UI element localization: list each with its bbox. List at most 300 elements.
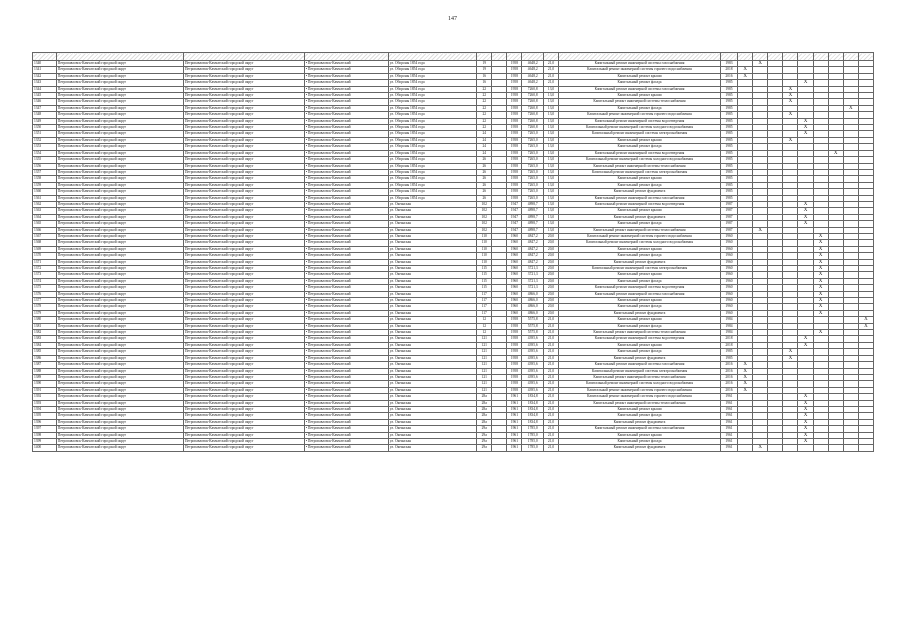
- last-repair-year-cell: 1960: [720, 310, 737, 316]
- period-mark-cell: X: [813, 233, 828, 239]
- municipality-cell: Петропавловск-Камчатский городской округ: [56, 330, 183, 336]
- row-number: 1359: [33, 182, 57, 188]
- settlement-cell: • Петропавловск-Камчатский: [304, 233, 388, 239]
- area-cell: 7265,0: [522, 131, 544, 137]
- area-cell: 3721,3: [522, 266, 544, 272]
- area-cell: 4648,2: [522, 61, 544, 67]
- period-mark-cell: X: [798, 432, 813, 438]
- last-repair-year-cell: 1987: [720, 208, 737, 214]
- row-number: 1379: [33, 310, 57, 316]
- municipality-cell: Петропавловск-Камчатский городской округ: [56, 432, 183, 438]
- area-cell: 1785,0: [522, 445, 544, 451]
- street-cell: ул. Океанская: [388, 298, 476, 304]
- build-year-cell: 1960: [507, 233, 522, 239]
- work-type-cell: Капитальный ремонт инженерной системы горячего водоснабжения: [559, 67, 721, 73]
- settlement-cell: • Петропавловск-Камчатский: [304, 426, 388, 432]
- municipality-cell: Петропавловск-Камчатский городской округ: [56, 394, 183, 400]
- work-type-cell: Капитальный ремонт инженерной системы теплоснабжения: [559, 374, 721, 380]
- municipality-cell: Петропавловск-Камчатский городской округ: [183, 387, 304, 393]
- municipality-cell: Петропавловск-Камчатский городской округ: [56, 291, 183, 297]
- settlement-cell: • Петропавловск-Камчатский: [304, 176, 388, 182]
- period-mark-cell: X: [783, 112, 798, 118]
- settlement-cell: • Петропавловск-Камчатский: [304, 413, 388, 419]
- last-repair-year-cell: 1985: [720, 131, 737, 137]
- row-number: 1397: [33, 426, 57, 432]
- last-repair-year-cell: 1960: [720, 246, 737, 252]
- row-number: 1399: [33, 438, 57, 444]
- last-repair-year-cell: 1985: [720, 169, 737, 175]
- house-number-cell: 121: [477, 387, 492, 393]
- last-repair-year-cell: 1985: [720, 118, 737, 124]
- build-year-cell: 1947: [507, 221, 522, 227]
- period-mark-cell: [828, 445, 843, 451]
- row-number: 1342: [33, 73, 57, 79]
- period-mark-cell: X: [813, 246, 828, 252]
- settlement-cell: • Петропавловск-Камчатский: [304, 73, 388, 79]
- street-cell: ул. Океанская: [388, 394, 476, 400]
- rate-cell: 13,0: [544, 182, 559, 188]
- area-cell: 4395,6: [522, 349, 544, 355]
- period-mark-cell: X: [813, 310, 828, 316]
- last-repair-year-cell: 1961: [720, 413, 737, 419]
- settlement-cell: • Петропавловск-Камчатский: [304, 195, 388, 201]
- house-number-cell: 28a: [477, 419, 492, 425]
- street-cell: ул. Обороны 1854 года: [388, 169, 476, 175]
- header-cell: [477, 53, 492, 61]
- settlement-cell: • Петропавловск-Камчатский: [304, 272, 388, 278]
- period-mark-cell: X: [858, 317, 873, 323]
- street-cell: ул. Обороны 1854 года: [388, 144, 476, 150]
- house-number-cell: 22: [477, 105, 492, 111]
- rate-cell: 21,0: [544, 413, 559, 419]
- period-mark-cell: X: [783, 86, 798, 92]
- rate-cell: 21,0: [544, 67, 559, 73]
- municipality-cell: Петропавловск-Камчатский городской округ: [183, 195, 304, 201]
- last-repair-year-cell: 2016: [720, 368, 737, 374]
- row-number: 1396: [33, 419, 57, 425]
- period-mark-cell: X: [798, 80, 813, 86]
- area-cell: 5575,8: [522, 317, 544, 323]
- last-repair-year-cell: 1960: [720, 291, 737, 297]
- last-repair-year-cell: 1960: [720, 253, 737, 259]
- house-number-cell: 121: [477, 349, 492, 355]
- row-number: 1352: [33, 137, 57, 143]
- municipality-cell: Петропавловск-Камчатский городской округ: [183, 342, 304, 348]
- municipality-cell: Петропавловск-Камчатский городской округ: [183, 419, 304, 425]
- area-cell: 4847,2: [522, 246, 544, 252]
- work-type-cell: Капитальный ремонт крыши: [559, 93, 721, 99]
- area-cell: 4648,2: [522, 73, 544, 79]
- municipality-cell: Петропавловск-Камчатский городской округ: [56, 73, 183, 79]
- period-mark-cell: X: [738, 73, 753, 79]
- municipality-cell: Петропавловск-Камчатский городской округ: [183, 208, 304, 214]
- row-number: 1394: [33, 406, 57, 412]
- rate-cell: 21,0: [544, 419, 559, 425]
- area-cell: 4866,0: [522, 291, 544, 297]
- area-cell: 3721,3: [522, 278, 544, 284]
- settlement-cell: • Петропавловск-Камчатский: [304, 368, 388, 374]
- build-year-cell: 1958: [507, 381, 522, 387]
- build-year-cell: 1960: [507, 291, 522, 297]
- period-mark-cell: X: [858, 323, 873, 329]
- municipality-cell: Петропавловск-Камчатский городской округ: [56, 400, 183, 406]
- build-year-cell: 1958: [507, 131, 522, 137]
- street-cell: ул. Обороны 1854 года: [388, 86, 476, 92]
- municipality-cell: Петропавловск-Камчатский городской округ: [183, 362, 304, 368]
- build-year-cell: 1960: [507, 298, 522, 304]
- house-number-cell: 110: [477, 259, 492, 265]
- last-repair-year-cell: 1961: [720, 419, 737, 425]
- build-year-cell: 1958: [507, 195, 522, 201]
- area-cell: 4395,6: [522, 368, 544, 374]
- row-number: 1370: [33, 253, 57, 259]
- row-number: 1364: [33, 214, 57, 220]
- municipality-cell: Петропавловск-Камчатский городской округ: [183, 336, 304, 342]
- municipality-cell: Петропавловск-Камчатский городской округ: [183, 227, 304, 233]
- municipality-cell: Петропавловск-Камчатский городской округ: [56, 208, 183, 214]
- municipality-cell: Петропавловск-Камчатский городской округ: [56, 201, 183, 207]
- municipality-cell: Петропавловск-Камчатский городской округ: [183, 381, 304, 387]
- settlement-cell: • Петропавловск-Камчатский: [304, 266, 388, 272]
- last-repair-year-cell: 1985: [720, 112, 737, 118]
- house-number-cell: 24: [477, 144, 492, 150]
- municipality-cell: Петропавловск-Камчатский городской округ: [183, 67, 304, 73]
- period-mark-cell: X: [798, 208, 813, 214]
- settlement-cell: • Петропавловск-Камчатский: [304, 285, 388, 291]
- municipality-cell: Петропавловск-Камчатский городской округ: [183, 323, 304, 329]
- header-cell: [33, 53, 57, 61]
- area-cell: 1834,8: [522, 419, 544, 425]
- rate-cell: 21,0: [544, 336, 559, 342]
- municipality-cell: Петропавловск-Камчатский городской округ: [56, 342, 183, 348]
- settlement-cell: • Петропавловск-Камчатский: [304, 394, 388, 400]
- period-mark-cell: X: [798, 438, 813, 444]
- house-number-cell: 19: [477, 67, 492, 73]
- street-cell: ул. Обороны 1854 года: [388, 67, 476, 73]
- settlement-cell: • Петропавловск-Камчатский: [304, 201, 388, 207]
- work-type-cell: Капитальный ремонт инженерной системы холодного водоснабжения: [559, 240, 721, 246]
- rate-cell: 21,0: [544, 381, 559, 387]
- row-number: 1369: [33, 246, 57, 252]
- settlement-cell: • Петропавловск-Камчатский: [304, 157, 388, 163]
- row-number: 1374: [33, 278, 57, 284]
- municipality-cell: Петропавловск-Камчатский городской округ: [56, 86, 183, 92]
- area-cell: 3721,3: [522, 285, 544, 291]
- municipality-cell: Петропавловск-Камчатский городской округ: [56, 336, 183, 342]
- period-mark-cell: X: [798, 419, 813, 425]
- municipality-cell: Петропавловск-Камчатский городской округ: [56, 304, 183, 310]
- last-repair-year-cell: 1985: [720, 189, 737, 195]
- work-type-cell: Капитальный ремонт крыши: [559, 272, 721, 278]
- last-repair-year-cell: 1960: [720, 272, 737, 278]
- build-year-cell: 1958: [507, 355, 522, 361]
- street-cell: ул. Океанская: [388, 387, 476, 393]
- period-mark-cell: X: [798, 221, 813, 227]
- build-year-cell: 1960: [507, 259, 522, 265]
- municipality-cell: Петропавловск-Камчатский городской округ: [183, 125, 304, 131]
- period-mark-cell: [738, 445, 753, 451]
- build-year-cell: 1958: [507, 176, 522, 182]
- street-cell: ул. Океанская: [388, 330, 476, 336]
- settlement-cell: • Петропавловск-Камчатский: [304, 137, 388, 143]
- build-year-cell: 1960: [507, 246, 522, 252]
- rate-cell: 20,0: [544, 291, 559, 297]
- row-number: 1372: [33, 266, 57, 272]
- period-mark-cell: X: [783, 137, 798, 143]
- rate-cell: 21,0: [544, 387, 559, 393]
- municipality-cell: Петропавловск-Камчатский городской округ: [56, 137, 183, 143]
- period-mark-cell: [843, 445, 858, 451]
- last-repair-year-cell: 1961: [720, 394, 737, 400]
- area-cell: 7260,8: [522, 93, 544, 99]
- period-mark-cell: X: [813, 291, 828, 297]
- rate-cell: 21,0: [544, 330, 559, 336]
- settlement-cell: • Петропавловск-Камчатский: [304, 227, 388, 233]
- build-year-cell: 1958: [507, 189, 522, 195]
- rate-cell: 20,0: [544, 266, 559, 272]
- municipality-cell: Петропавловск-Камчатский городской округ: [183, 157, 304, 163]
- header-cell: [858, 53, 873, 61]
- row-number: 1366: [33, 227, 57, 233]
- period-mark-cell: X: [738, 368, 753, 374]
- area-cell: 7260,8: [522, 99, 544, 105]
- last-repair-year-cell: 1987: [720, 214, 737, 220]
- work-type-cell: Капитальный ремонт фасада: [559, 304, 721, 310]
- area-cell: 4395,6: [522, 362, 544, 368]
- municipality-cell: Петропавловск-Камчатский городской округ: [56, 221, 183, 227]
- work-type-cell: Капитальный ремонт инженерной системы горячего водоснабжения: [559, 387, 721, 393]
- row-number: 1367: [33, 233, 57, 239]
- last-repair-year-cell: 1985: [720, 157, 737, 163]
- rate-cell: 20,0: [544, 259, 559, 265]
- row-number: 1356: [33, 163, 57, 169]
- build-year-cell: 1947: [507, 208, 522, 214]
- area-cell: 4648,2: [522, 80, 544, 86]
- area-cell: 4898,7: [522, 227, 544, 233]
- house-number-cell: 22: [477, 112, 492, 118]
- work-type-cell: Капитальный ремонт инженерной системы холодного водоснабжения: [559, 381, 721, 387]
- house-number-cell: 102: [477, 227, 492, 233]
- street-cell: ул. Океанская: [388, 285, 476, 291]
- house-number-cell: 110: [477, 233, 492, 239]
- last-repair-year-cell: 2018: [720, 342, 737, 348]
- last-repair-year-cell: 1960: [720, 240, 737, 246]
- period-mark-cell: X: [738, 381, 753, 387]
- period-mark-cell: X: [843, 105, 858, 111]
- street-cell: ул. Океанская: [388, 246, 476, 252]
- table-header-row: [33, 53, 874, 61]
- street-cell: ул. Обороны 1854 года: [388, 99, 476, 105]
- house-number-cell: 121: [477, 374, 492, 380]
- house-number-cell: 22: [477, 86, 492, 92]
- area-cell: 4847,2: [522, 253, 544, 259]
- last-repair-year-cell: 1984: [720, 317, 737, 323]
- period-mark-cell: X: [813, 253, 828, 259]
- area-cell: 7265,0: [522, 157, 544, 163]
- municipality-cell: Петропавловск-Камчатский городской округ: [56, 80, 183, 86]
- header-cell: [753, 53, 768, 61]
- build-year-cell: 1960: [507, 253, 522, 259]
- rate-cell: 13,0: [544, 169, 559, 175]
- area-cell: 7265,0: [522, 182, 544, 188]
- settlement-cell: • Петропавловск-Камчатский: [304, 438, 388, 444]
- last-repair-year-cell: 1960: [720, 278, 737, 284]
- house-number-cell: 110: [477, 246, 492, 252]
- area-cell: 4395,6: [522, 381, 544, 387]
- row-number: 1348: [33, 112, 57, 118]
- work-type-cell: Капитальный ремонт инженерной системы теплоснабжения: [559, 163, 721, 169]
- period-mark-cell: [783, 445, 798, 451]
- rate-cell: 20,0: [544, 298, 559, 304]
- work-type-cell: Капитальный ремонт инженерной системы газоснабжения: [559, 362, 721, 368]
- rate-cell: 13,0: [544, 131, 559, 137]
- municipality-cell: Петропавловск-Камчатский городской округ: [183, 137, 304, 143]
- row-number: 1393: [33, 400, 57, 406]
- house-number-cell: 117: [477, 304, 492, 310]
- rate-cell: 20,0: [544, 233, 559, 239]
- row-number: 1400: [33, 445, 57, 451]
- period-mark-cell: X: [783, 349, 798, 355]
- header-cell: [738, 53, 753, 61]
- last-repair-year-cell: 1985: [720, 150, 737, 156]
- municipality-cell: Петропавловск-Камчатский городской округ: [183, 298, 304, 304]
- header-cell: [522, 53, 544, 61]
- header-cell: [828, 53, 843, 61]
- build-year-cell: 1961: [507, 438, 522, 444]
- last-repair-year-cell: 1987: [720, 201, 737, 207]
- street-cell: ул. Обороны 1854 года: [388, 61, 476, 67]
- last-repair-year-cell: 1961: [720, 426, 737, 432]
- period-mark-cell: X: [813, 278, 828, 284]
- municipality-cell: Петропавловск-Камчатский городской округ: [56, 253, 183, 259]
- municipality-cell: Петропавловск-Камчатский городской округ: [183, 105, 304, 111]
- period-mark-cell: X: [828, 150, 843, 156]
- work-type-cell: Капитальный ремонт фундамента: [559, 214, 721, 220]
- work-type-cell: Капитальный ремонт фундамента: [559, 189, 721, 195]
- last-repair-year-cell: 2016: [720, 387, 737, 393]
- last-repair-year-cell: 1985: [720, 80, 737, 86]
- header-cell: [783, 53, 798, 61]
- period-mark-cell: X: [813, 298, 828, 304]
- street-cell: ул. Океанская: [388, 336, 476, 342]
- row-number: 1386: [33, 355, 57, 361]
- municipality-cell: Петропавловск-Камчатский городской округ: [56, 413, 183, 419]
- street-cell: ул. Океанская: [388, 381, 476, 387]
- rate-cell: 13,0: [544, 144, 559, 150]
- municipality-cell: Петропавловск-Камчатский городской округ: [56, 99, 183, 105]
- settlement-cell: • Петропавловск-Камчатский: [304, 99, 388, 105]
- build-year-cell: 1958: [507, 73, 522, 79]
- municipality-cell: Петропавловск-Камчатский городской округ: [183, 169, 304, 175]
- house-number-cell: 26: [477, 176, 492, 182]
- area-cell: 4395,6: [522, 342, 544, 348]
- last-repair-year-cell: 1985: [720, 105, 737, 111]
- street-cell: ул. Океанская: [388, 233, 476, 239]
- row-number: 1383: [33, 336, 57, 342]
- municipality-cell: Петропавловск-Камчатский городской округ: [183, 278, 304, 284]
- street-cell: ул. Обороны 1854 года: [388, 105, 476, 111]
- period-mark-cell: X: [783, 93, 798, 99]
- rate-cell: 13,0: [544, 93, 559, 99]
- build-year-cell: 1958: [507, 112, 522, 118]
- work-type-cell: Капитальный ремонт фасада: [559, 323, 721, 329]
- last-repair-year-cell: 1985: [720, 137, 737, 143]
- house-number-cell: 12: [477, 317, 492, 323]
- settlement-cell: • Петропавловск-Камчатский: [304, 400, 388, 406]
- street-cell: ул. Океанская: [388, 400, 476, 406]
- street-cell: ул. Океанская: [388, 278, 476, 284]
- settlement-cell: • Петропавловск-Камчатский: [304, 445, 388, 451]
- rate-cell: 13,0: [544, 214, 559, 220]
- street-cell: ул. Океанская: [388, 419, 476, 425]
- area-cell: 7265,0: [522, 163, 544, 169]
- build-year-cell: 1958: [507, 368, 522, 374]
- street-cell: ул. Обороны 1854 года: [388, 163, 476, 169]
- header-cell: [507, 53, 522, 61]
- work-type-cell: Капитальный ремонт крыши: [559, 406, 721, 412]
- header-cell: [768, 53, 783, 61]
- build-year-cell: 1960: [507, 285, 522, 291]
- row-number: 1354: [33, 150, 57, 156]
- rate-cell: 21,0: [544, 61, 559, 67]
- municipality-cell: Петропавловск-Камчатский городской округ: [183, 99, 304, 105]
- row-number: 1344: [33, 86, 57, 92]
- street-cell: ул. Обороны 1854 года: [388, 195, 476, 201]
- municipality-cell: Петропавловск-Камчатский городской округ: [183, 253, 304, 259]
- build-year-cell: 1958: [507, 118, 522, 124]
- rate-cell: 13,0: [544, 105, 559, 111]
- municipality-cell: Петропавловск-Камчатский городской округ: [56, 169, 183, 175]
- build-year-cell: 1958: [507, 323, 522, 329]
- rate-cell: 21,0: [544, 80, 559, 86]
- rate-cell: 13,0: [544, 189, 559, 195]
- row-number: 1384: [33, 342, 57, 348]
- house-number-cell: 16: [477, 73, 492, 79]
- period-mark-cell: [768, 445, 783, 451]
- house-number-cell: 16: [477, 80, 492, 86]
- street-cell: ул. Обороны 1854 года: [388, 150, 476, 156]
- settlement-cell: • Петропавловск-Камчатский: [304, 259, 388, 265]
- house-number-cell: 121: [477, 355, 492, 361]
- house-number-cell: 117: [477, 298, 492, 304]
- house-number-cell: 28a: [477, 406, 492, 412]
- period-mark-cell: X: [798, 400, 813, 406]
- area-cell: 7265,0: [522, 150, 544, 156]
- house-number-cell: 117: [477, 310, 492, 316]
- municipality-cell: Петропавловск-Камчатский городской округ: [56, 259, 183, 265]
- last-repair-year-cell: 2016: [720, 73, 737, 79]
- build-year-cell: 1958: [507, 93, 522, 99]
- area-cell: 4847,2: [522, 259, 544, 265]
- street-cell: ул. Океанская: [388, 374, 476, 380]
- row-number: 1349: [33, 118, 57, 124]
- area-cell: 1834,8: [522, 406, 544, 412]
- municipality-cell: Петропавловск-Камчатский городской округ: [56, 362, 183, 368]
- rate-cell: 21,0: [544, 368, 559, 374]
- municipality-cell: Петропавловск-Камчатский городской округ: [183, 246, 304, 252]
- work-type-cell: Капитальный ремонт фасада: [559, 413, 721, 419]
- rate-cell: 13,0: [544, 112, 559, 118]
- work-type-cell: Капитальный ремонт инженерной системы горячего водоснабжения: [559, 112, 721, 118]
- rate-cell: 20,0: [544, 278, 559, 284]
- municipality-cell: Петропавловск-Камчатский городской округ: [56, 182, 183, 188]
- header-cell: [813, 53, 828, 61]
- period-mark-cell: [858, 445, 873, 451]
- street-cell: ул. Океанская: [388, 214, 476, 220]
- build-year-cell: 1947: [507, 227, 522, 233]
- area-cell: 1785,0: [522, 426, 544, 432]
- last-repair-year-cell: 1983: [720, 61, 737, 67]
